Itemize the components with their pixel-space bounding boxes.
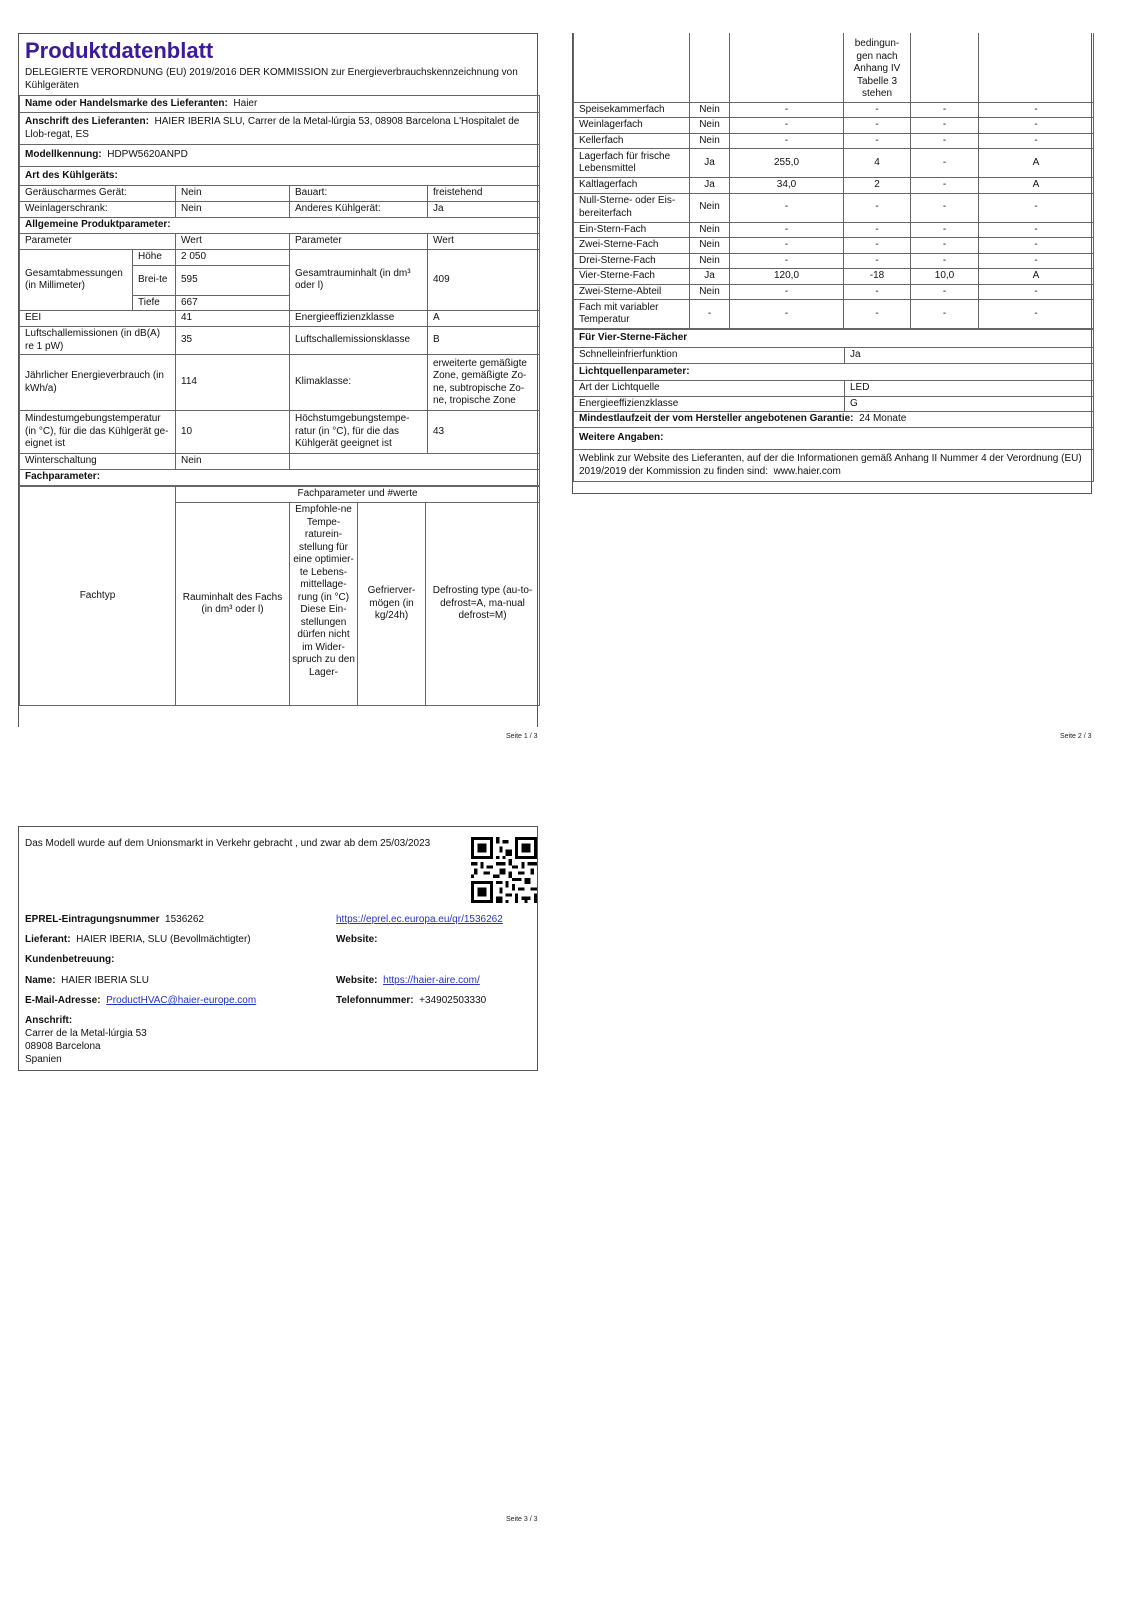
- compartment-row: [574, 118, 1094, 134]
- compartment-temp: -: [844, 102, 911, 118]
- defrost-type-header: Defrosting type (au-to-defrost=A, ma-nual defrost=M): [426, 503, 540, 706]
- compartment-vol: -: [730, 102, 844, 118]
- page-1-footer: Seite 1 / 3: [506, 733, 538, 740]
- compartment-row: [574, 253, 1094, 269]
- compartment-temp: -: [844, 222, 911, 238]
- fachtyp-header: Fachtyp: [20, 487, 176, 706]
- compartment-freeze: -: [911, 178, 979, 194]
- compartment-name: Null-Sterne- oder Eis-bereiterfach: [574, 193, 690, 222]
- compartment-defrost: -: [979, 238, 1094, 254]
- compartment-name: Fach mit variabler Temperatur: [574, 300, 690, 329]
- more-info-heading: Weitere Angaben:: [574, 428, 1094, 450]
- temperature-header: Empfohle-ne Tempe-raturein-stellung für eine optimier-te Lebens-mittellage-rung (in °C) Diese Ein-stellungen dürfen nicht im Wider-spruch zu den Lager-: [290, 503, 358, 706]
- compartment-freeze: -: [911, 284, 979, 300]
- compartment-row: [574, 178, 1094, 194]
- email-row: E-Mail-Adresse: ProductHVAC@haier-europe.com: [25, 995, 257, 1006]
- email-link[interactable]: ProductHVAC@haier-europe.com: [106, 995, 257, 1006]
- compartment-has: Ja: [690, 149, 730, 178]
- compartment-freeze: -: [911, 133, 979, 149]
- compartment-has: Ja: [690, 178, 730, 194]
- compartment-has: Nein: [690, 193, 730, 222]
- light-type-value: LED: [845, 381, 1094, 397]
- temperature-header-continued: bedingun-gen nach Anhang IV Tabelle 3 stehen: [844, 33, 911, 102]
- volume-header: Rauminhalt des Fachs (in dm³ oder l): [176, 503, 290, 706]
- compartment-defrost: -: [979, 284, 1094, 300]
- compartment-temp: 2: [844, 178, 911, 194]
- compartment-defrost: -: [979, 222, 1094, 238]
- winter-row: Winterschaltung Nein: [20, 454, 540, 470]
- compartment-defrost: A: [979, 149, 1094, 178]
- compartment-has: Nein: [690, 238, 730, 254]
- compartment-temp: 4: [844, 149, 911, 178]
- compartment-temp: -: [844, 253, 911, 269]
- compartment-vol: -: [730, 300, 844, 329]
- compartment-defrost: -: [979, 102, 1094, 118]
- compartment-defrost: A: [979, 178, 1094, 194]
- fach-heading: Fachparameter:: [20, 470, 540, 486]
- compartment-has: -: [690, 300, 730, 329]
- compartment-row: [574, 222, 1094, 238]
- dimensions-label: Gesamtabmessungen (in Millimeter): [20, 250, 133, 311]
- compartment-freeze: -: [911, 253, 979, 269]
- service-website-row: Website: https://haier-aire.com/: [336, 975, 480, 986]
- compartment-name: Lagerfach für frische Lebensmittel: [574, 149, 690, 178]
- compartment-table: [573, 33, 1094, 329]
- compartment-has: Nein: [690, 118, 730, 134]
- customer-service-heading: Kundenbetreuung:: [25, 954, 115, 965]
- supplier-row: Lieferant: HAIER IBERIA, SLU (Bevollmächtigter): [25, 934, 251, 945]
- compartment-header-table: [19, 486, 540, 706]
- page-1: [18, 33, 538, 727]
- type-row: Geräuscharmes Gerät: Nein Bauart: freistehend: [20, 186, 540, 202]
- compartment-has: Nein: [690, 222, 730, 238]
- compartment-has: Nein: [690, 253, 730, 269]
- compartment-temp: -: [844, 133, 911, 149]
- compartment-defrost: -: [979, 300, 1094, 329]
- document-title: Produktdatenblatt: [25, 38, 214, 63]
- compartment-vol: -: [730, 193, 844, 222]
- compartment-freeze: -: [911, 102, 979, 118]
- general-heading: Allgemeine Produktparameter:: [20, 218, 540, 234]
- compartment-row: [574, 133, 1094, 149]
- page-2-footer: Seite 2 / 3: [1060, 733, 1092, 740]
- compartment-temp: -18: [844, 269, 911, 285]
- compartment-temp: -: [844, 193, 911, 222]
- compartment-vol: -: [730, 284, 844, 300]
- eprel-link[interactable]: https://eprel.ec.europa.eu/qr/1536262: [336, 914, 503, 925]
- compartment-name: Drei-Sterne-Fach: [574, 253, 690, 269]
- light-heading: Lichtquellenparameter:: [574, 364, 1094, 381]
- service-website-link[interactable]: https://haier-aire.com/: [383, 975, 480, 986]
- market-date-text: Das Modell wurde auf dem Unionsmarkt in Verkehr gebracht , und zwar ab dem 25/03/2023: [25, 838, 431, 849]
- compartment-name: Ein-Stern-Fach: [574, 222, 690, 238]
- address-line: 08908 Barcelona: [25, 1041, 101, 1052]
- fach-group-header: Fachparameter und #werte: [176, 487, 540, 503]
- address-line: Carrer de la Metal-lúrgia 53: [25, 1028, 147, 1039]
- service-address: Anschrift: Carrer de la Metal-lúrgia 53 08908 Barcelona Spanien: [25, 1015, 147, 1065]
- address-row: Anschrift des Lieferanten: HAIER IBERIA SLU, Carrer de la Metal-lúrgia 53, 08908 Barcelona L'Hospitalet de Llob-regat, ES: [20, 113, 540, 145]
- extra-info-table: Für Vier-Sterne-Fächer Schnelleinfrierfunktion Ja Lichtquellenparameter: Art der Lichtquelle LED Energieeffizienzklasse G Mindestlaufzeit der vom Hersteller angebotenen Garantie: 24 Monate Weitere Angaben: Weblink zur Website des Lieferanten, auf der die Informationen gemäß Anhang II Nummer 4 der Verordnung (EU) 2019/2019 der Kommission zu finden sind: www.haier.com: [573, 329, 1094, 482]
- volume-label: Gesamtrauminhalt (in dm³ oder l): [290, 250, 428, 311]
- compartment-vol: 120,0: [730, 269, 844, 285]
- supplier-row: Name oder Handelsmarke des Lieferanten: Haier: [20, 96, 540, 113]
- compartment-temp: -: [844, 118, 911, 134]
- compartment-name: Weinlagerfach: [574, 118, 690, 134]
- compartment-freeze: -: [911, 238, 979, 254]
- page-3-footer: Seite 3 / 3: [506, 1516, 538, 1523]
- compartment-row: [574, 238, 1094, 254]
- compartment-name: Speisekammerfach: [574, 102, 690, 118]
- compartment-name: Vier-Sterne-Fach: [574, 269, 690, 285]
- eprel-row: EPREL-Eintragungsnummer 1536262: [25, 914, 204, 925]
- model-row: Modellkennung: HDPW5620ANPD: [20, 145, 540, 167]
- compartment-freeze: -: [911, 193, 979, 222]
- compartment-has: Nein: [690, 284, 730, 300]
- compartment-row: [574, 300, 1094, 329]
- compartment-row: [574, 149, 1094, 178]
- compartment-freeze: 10,0: [911, 269, 979, 285]
- weblink-row: Weblink zur Website des Lieferanten, auf der die Informationen gemäß Anhang II Nummer 4 der Verordnung (EU) 2019/2019 der Kommission zu finden sind: www.haier.com: [574, 450, 1094, 482]
- compartment-temp: -: [844, 300, 911, 329]
- phone-row: Telefonnummer: +34902503330: [336, 995, 487, 1006]
- param-row: Luftschallemissionen (in dB(A) re 1 pW) 35 Luftschallemissionsklasse B: [20, 327, 540, 355]
- compartment-name: Zwei-Sterne-Fach: [574, 238, 690, 254]
- page-3: [18, 826, 538, 1071]
- light-class-value: G: [845, 396, 1094, 412]
- compartment-vol: -: [730, 133, 844, 149]
- compartment-temp: -: [844, 238, 911, 254]
- regulation-subtitle: DELEGIERTE VERORDNUNG (EU) 2019/2016 DER KOMMISSION zur Energieverbrauchskennzeichnung von Kühlgeräten: [25, 67, 518, 91]
- address-line: Spanien: [25, 1054, 62, 1065]
- compartment-temp: -: [844, 284, 911, 300]
- height-value: 2 050: [176, 250, 290, 266]
- freeze-capacity-header: Gefrierver-mögen (in kg/24h): [358, 503, 426, 706]
- volume-value: 409: [428, 250, 540, 311]
- website-label: Website:: [336, 934, 378, 945]
- compartment-defrost: -: [979, 193, 1094, 222]
- compartment-name: Zwei-Sterne-Abteil: [574, 284, 690, 300]
- compartment-name: Kaltlagerfach: [574, 178, 690, 194]
- type-heading: Art des Kühlgeräts:: [20, 167, 540, 186]
- param-header-row: Parameter Wert Parameter Wert: [20, 234, 540, 250]
- compartment-name: Kellerfach: [574, 133, 690, 149]
- compartment-row: [574, 284, 1094, 300]
- compartment-defrost: -: [979, 133, 1094, 149]
- compartment-freeze: -: [911, 149, 979, 178]
- qr-code-icon: [471, 837, 537, 903]
- four-star-heading: Für Vier-Sterne-Fächer: [574, 330, 1094, 348]
- compartment-row: [574, 269, 1094, 285]
- compartment-vol: -: [730, 238, 844, 254]
- compartment-freeze: -: [911, 222, 979, 238]
- compartment-vol: -: [730, 222, 844, 238]
- page-2: [572, 33, 1092, 494]
- compartment-vol: -: [730, 118, 844, 134]
- compartment-has: Nein: [690, 102, 730, 118]
- service-name-row: Name: HAIER IBERIA SLU: [25, 975, 149, 986]
- compartment-defrost: A: [979, 269, 1094, 285]
- compartment-vol: 34,0: [730, 178, 844, 194]
- compartment-has: Nein: [690, 133, 730, 149]
- param-row: Mindestumgebungstemperatur (in °C), für die das Kühlgerät ge-eignet ist 10 Höchstumgebungstempe-ratur (in °C), für die das Kühlgerät geeignet ist 43: [20, 411, 540, 454]
- compartment-has: Ja: [690, 269, 730, 285]
- product-info-table: Name oder Handelsmarke des Lieferanten: Haier Anschrift des Lieferanten: HAIER IBERIA SLU, Carrer de la Metal-lúrgia 53, 08908 Barcelona L'Hospitalet de Llob-regat, ES Modellkennung: HDPW5620ANPD Art des Kühlgeräts: Geräuscharmes Gerät: Nein Bauart: freistehend Weinlagerschrank: Nein Anderes Kühlgerät: Ja Allgemeine Produktparameter: Parameter Wert Parameter Wert Gesamtabmessungen (in Millimeter) Höhe 2 050 Gesamtrauminhalt (in dm³ oder l) 409 Brei-te 595 Tiefe 667 EEI 41 Energieeffizienzklasse A Luftschallemissionen (in dB(A) re 1 pW) 35 Luftschallemissionsklasse B Jährlicher Energieverbrauch (in kWh/a) 114 Klimaklasse: erweiterte gemäßigte Zone, gemäßigte Zo-ne, subtropische Zo-ne, tropische Zone Mindestumgebungstemperatur (in °C), für die das Kühlgerät ge-eignet ist 10 Höchstumgebungstempe-ratur (in °C), für die das Kühlgerät geeignet ist 43 Winterschaltung Nein Fachparameter:: [19, 95, 540, 486]
- compartment-row: [574, 193, 1094, 222]
- type-row: Weinlagerschrank: Nein Anderes Kühlgerät: Ja: [20, 202, 540, 218]
- compartment-freeze: -: [911, 118, 979, 134]
- param-row: EEI 41 Energieeffizienzklasse A: [20, 311, 540, 327]
- compartment-defrost: -: [979, 253, 1094, 269]
- depth-value: 667: [176, 295, 290, 311]
- compartment-vol: -: [730, 253, 844, 269]
- warranty-row: Mindestlaufzeit der vom Hersteller angebotenen Garantie: 24 Monate: [574, 412, 1094, 428]
- fast-freeze-value: Ja: [845, 348, 1094, 364]
- compartment-freeze: -: [911, 300, 979, 329]
- width-value: 595: [176, 265, 290, 295]
- compartment-defrost: -: [979, 118, 1094, 134]
- compartment-vol: 255,0: [730, 149, 844, 178]
- param-row: Jährlicher Energieverbrauch (in kWh/a) 114 Klimaklasse: erweiterte gemäßigte Zone, gemäßigte Zo-ne, subtropische Zo-ne, tropische Zone: [20, 355, 540, 411]
- compartment-row: [574, 102, 1094, 118]
